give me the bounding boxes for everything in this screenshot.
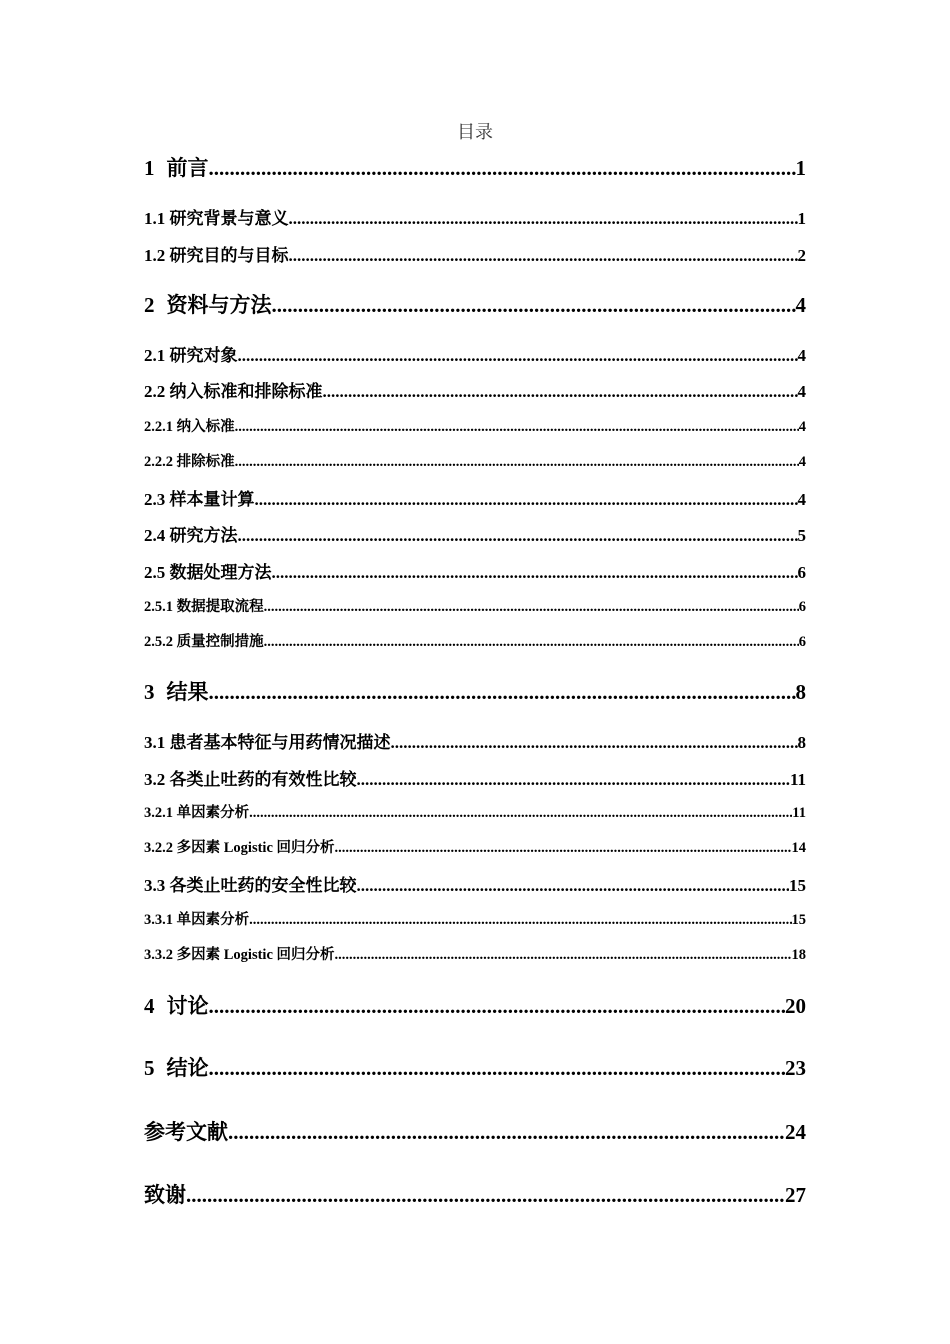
toc-entry-page: 14 — [791, 840, 806, 856]
toc-entry-title: 各类止吐药的安全性比较 — [169, 876, 357, 895]
toc-entry[interactable] — [144, 630, 806, 651]
toc-entry-number: 3 — [144, 680, 155, 704]
toc-dot-leader — [289, 209, 798, 229]
toc-entry-title: 研究背景与意义 — [169, 209, 289, 228]
toc-entry-title: 样本量计算 — [169, 490, 255, 509]
toc-entry[interactable] — [144, 204, 806, 229]
toc-dot-leader — [228, 1120, 785, 1145]
toc-dot-leader — [391, 733, 798, 753]
toc-entry[interactable] — [144, 801, 806, 822]
toc-dot-leader — [357, 770, 790, 790]
toc-entry-page: 6 — [797, 563, 806, 582]
toc-entry-title: 数据提取流程 — [176, 599, 264, 615]
toc-entry-number: 1.2 — [144, 246, 170, 265]
toc-entry[interactable] — [144, 1116, 806, 1146]
toc-entry-number: 2 — [144, 293, 155, 317]
toc-entry-number: 2.1 — [144, 346, 170, 365]
toc-entry-page: 4 — [798, 419, 806, 435]
toc-entry-page: 6 — [798, 599, 806, 615]
toc-dot-leader — [209, 156, 796, 181]
toc-entry-page: 20 — [785, 994, 806, 1018]
toc-entry-page: 11 — [789, 770, 806, 789]
toc-dot-leader — [235, 419, 799, 436]
toc-entry-number: 2.2.2 — [144, 454, 177, 470]
toc-entry-number: 3.3 — [144, 876, 170, 895]
toc-entry-title: 研究对象 — [169, 346, 238, 365]
toc-dot-leader — [264, 599, 799, 616]
toc-dot-leader — [186, 1183, 785, 1208]
toc-dot-leader — [238, 346, 798, 366]
toc-entry-page: 1 — [795, 156, 806, 180]
toc-dot-leader — [209, 680, 796, 705]
toc-dot-leader — [357, 876, 790, 896]
toc-entry-page: 4 — [798, 454, 806, 470]
toc-entry-title: 纳入标准 — [176, 419, 235, 435]
toc-entry[interactable] — [144, 595, 806, 616]
toc-dot-leader — [209, 994, 786, 1019]
toc-entry-number: 1 — [144, 156, 155, 180]
toc-dot-leader — [249, 805, 792, 822]
toc-entry-title: 资料与方法 — [166, 293, 272, 317]
toc-entry-page: 4 — [797, 382, 806, 401]
toc-entry[interactable] — [144, 241, 806, 266]
toc-entry-title: 前言 — [166, 156, 209, 180]
toc-dot-leader — [335, 947, 792, 964]
toc-entry[interactable] — [144, 990, 806, 1020]
toc-entry-page: 1 — [797, 209, 806, 228]
toc-entry-title: 参考文献 — [144, 1120, 228, 1144]
toc-entry-number: 2.5.2 — [144, 634, 177, 650]
toc-dot-leader — [272, 563, 798, 583]
toc-entry[interactable] — [144, 341, 806, 366]
toc-entry-page: 6 — [798, 634, 806, 650]
toc-entry-number: 1.1 — [144, 209, 170, 228]
toc-entry[interactable] — [144, 558, 806, 583]
toc-dot-leader — [235, 454, 799, 471]
toc-entry[interactable] — [144, 728, 806, 753]
toc-entry-title: 质量控制措施 — [176, 634, 264, 650]
toc-entry-title: 结论 — [166, 1056, 209, 1080]
toc-entry-number: 3.2 — [144, 770, 170, 789]
toc-dot-leader — [335, 840, 792, 857]
toc-entry[interactable] — [144, 521, 806, 546]
toc-entry[interactable] — [144, 871, 806, 896]
toc-dot-leader — [264, 634, 799, 651]
toc-entry[interactable] — [144, 943, 806, 964]
toc-entry-number: 4 — [144, 994, 155, 1018]
toc-entry[interactable] — [144, 450, 806, 471]
toc-entry-number: 2.2.1 — [144, 419, 177, 435]
toc-entry[interactable] — [144, 676, 806, 706]
toc-entry-title: 研究目的与目标 — [169, 246, 289, 265]
toc-dot-leader — [289, 246, 798, 266]
toc-entry-page: 4 — [795, 293, 806, 317]
toc-entry[interactable] — [144, 415, 806, 436]
toc-entry-number: 2.3 — [144, 490, 170, 509]
toc-entry-page: 8 — [797, 733, 806, 752]
toc-entry-title: 讨论 — [166, 994, 209, 1018]
toc-entry-page: 23 — [785, 1056, 806, 1080]
toc-entry-page: 18 — [791, 947, 806, 963]
toc-entry-number: 2.5 — [144, 563, 170, 582]
toc-entry[interactable] — [144, 765, 806, 790]
toc-dot-leader — [238, 526, 798, 546]
toc-entry-page: 4 — [797, 346, 806, 365]
toc-entry[interactable] — [144, 1179, 806, 1209]
toc-dot-leader — [255, 490, 798, 510]
toc-entry-number: 3.1 — [144, 733, 170, 752]
toc-entry-number: 5 — [144, 1056, 155, 1080]
toc-entry-title: 患者基本特征与用药情况描述 — [169, 733, 391, 752]
toc-entry-page: 15 — [789, 876, 806, 895]
toc-title: 目录 — [457, 122, 493, 142]
toc-entry-title: 数据处理方法 — [169, 563, 272, 582]
toc-entry-title: 单因素分析 — [176, 912, 250, 928]
toc-entry-number: 3.3.1 — [144, 912, 177, 928]
toc-dot-leader — [272, 293, 796, 318]
toc-dot-leader — [209, 1056, 786, 1081]
toc-entry-page: 4 — [797, 490, 806, 509]
toc-entry-page: 27 — [785, 1183, 806, 1207]
toc-entry-title: 单因素分析 — [176, 805, 250, 821]
toc-dot-leader — [249, 912, 791, 929]
toc-entry-title: 多因素 Logistic 回归分析 — [176, 840, 335, 856]
toc-entry-number: 3.3.2 — [144, 947, 177, 963]
toc-entry[interactable] — [144, 485, 806, 510]
toc-entry-page: 15 — [791, 912, 806, 928]
toc-entry[interactable] — [144, 289, 806, 319]
toc-entry[interactable] — [144, 152, 806, 182]
toc-entry-title: 研究方法 — [169, 526, 238, 545]
toc-entry-title: 结果 — [166, 680, 209, 704]
toc-entry-number: 2.4 — [144, 526, 170, 545]
toc-entry[interactable] — [144, 1052, 806, 1082]
toc-entry-page: 24 — [785, 1120, 806, 1144]
toc-entry-page: 2 — [797, 246, 806, 265]
toc-entry-title: 纳入标准和排除标准 — [169, 382, 323, 401]
toc-entry-number: 2.2 — [144, 382, 170, 401]
toc-entry-title: 致谢 — [144, 1183, 186, 1207]
toc-entry[interactable] — [144, 908, 806, 929]
toc-dot-leader — [323, 382, 798, 402]
toc-entry-page: 5 — [797, 526, 806, 545]
toc-entry-page: 11 — [792, 805, 806, 821]
toc-entry-title: 排除标准 — [176, 454, 235, 470]
toc-entry[interactable] — [144, 377, 806, 402]
toc-entry-number: 3.2.1 — [144, 805, 177, 821]
toc-entry-number: 2.5.1 — [144, 599, 177, 615]
toc-entry-title: 各类止吐药的有效性比较 — [169, 770, 357, 789]
toc-entry[interactable] — [144, 836, 806, 857]
toc-entry-title: 多因素 Logistic 回归分析 — [176, 947, 335, 963]
toc-entry-page: 8 — [795, 680, 806, 704]
toc-entry-number: 3.2.2 — [144, 840, 177, 856]
